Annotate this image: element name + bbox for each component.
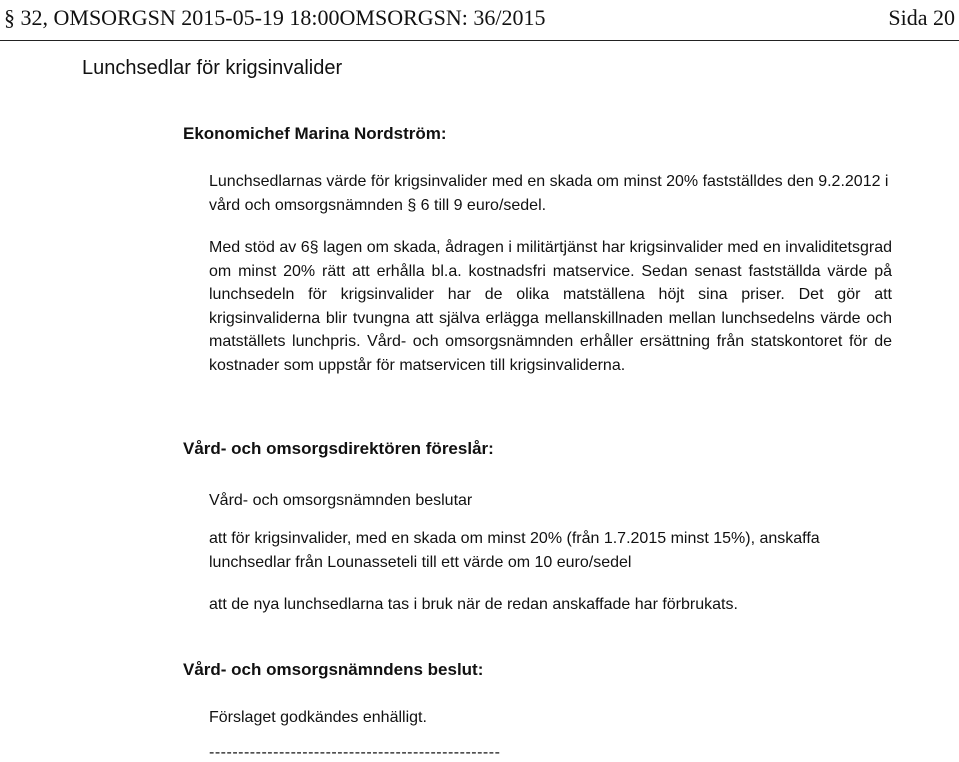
background-paragraph: Lunchsedlarnas värde för krigsinvalider med en skada om minst 20% fastställdes den 9.2.2012 i vård och omsorgsnämnden § 6 till 9 euro/sedel. xyxy=(209,173,889,214)
section-symbol: § xyxy=(4,5,15,30)
header-divider xyxy=(0,40,959,41)
presenter-heading: Ekonomichef Marina Nordström: xyxy=(183,124,447,143)
header-meeting-reference: 32, OMSORGSN 2015-05-19 18:00OMSORGSN: 36/2015 xyxy=(20,5,546,30)
proposal-point: att för krigsinvalider, med en skada om minst 20% (från 1.7.2015 minst 15%), anskaffa lunchsedlar från Lounasseteli till ett värde om 10 euro/sedel xyxy=(209,530,820,571)
document-title: Lunchsedlar för krigsinvalider xyxy=(82,57,343,79)
legal-basis-paragraph: Med stöd av 6§ lagen om skada, ådragen i militärtjänst har krigsinvalider med en invaliditetsgrad om minst 20% rätt att erhålla bl.a. kostnadsfri matservice. Sedan senast fastställda värde på lunchsedeln för krigsinvalider har de olika matställena höjt sina priser. Det gör att krigsinvaliderna blir tvungna att själva erlägga mellanskillnaden mellan lunchsedelns värde och matställets lunchpris. Vård- och omsorgsnämnden erhåller ersättning från statskontoret för de kostnader som uppstår för matservicen till krigsinvaliderna. xyxy=(209,239,892,374)
proposal-heading: Vård- och omsorgsdirektören föreslår: xyxy=(183,439,494,458)
decision-text: Förslaget godkändes enhälligt. xyxy=(209,709,427,726)
decision-heading: Vård- och omsorgsnämndens beslut: xyxy=(183,660,484,679)
header-section-reference xyxy=(4,5,546,31)
proposal-point: att de nya lunchsedlarna tas i bruk när de redan anskaffade har förbrukats. xyxy=(209,596,738,613)
proposal-intro: Vård- och omsorgsnämnden beslutar xyxy=(209,492,473,509)
separator-line: -------------------------------------------------- xyxy=(209,744,501,761)
page-number: Sida 20 xyxy=(888,5,955,30)
